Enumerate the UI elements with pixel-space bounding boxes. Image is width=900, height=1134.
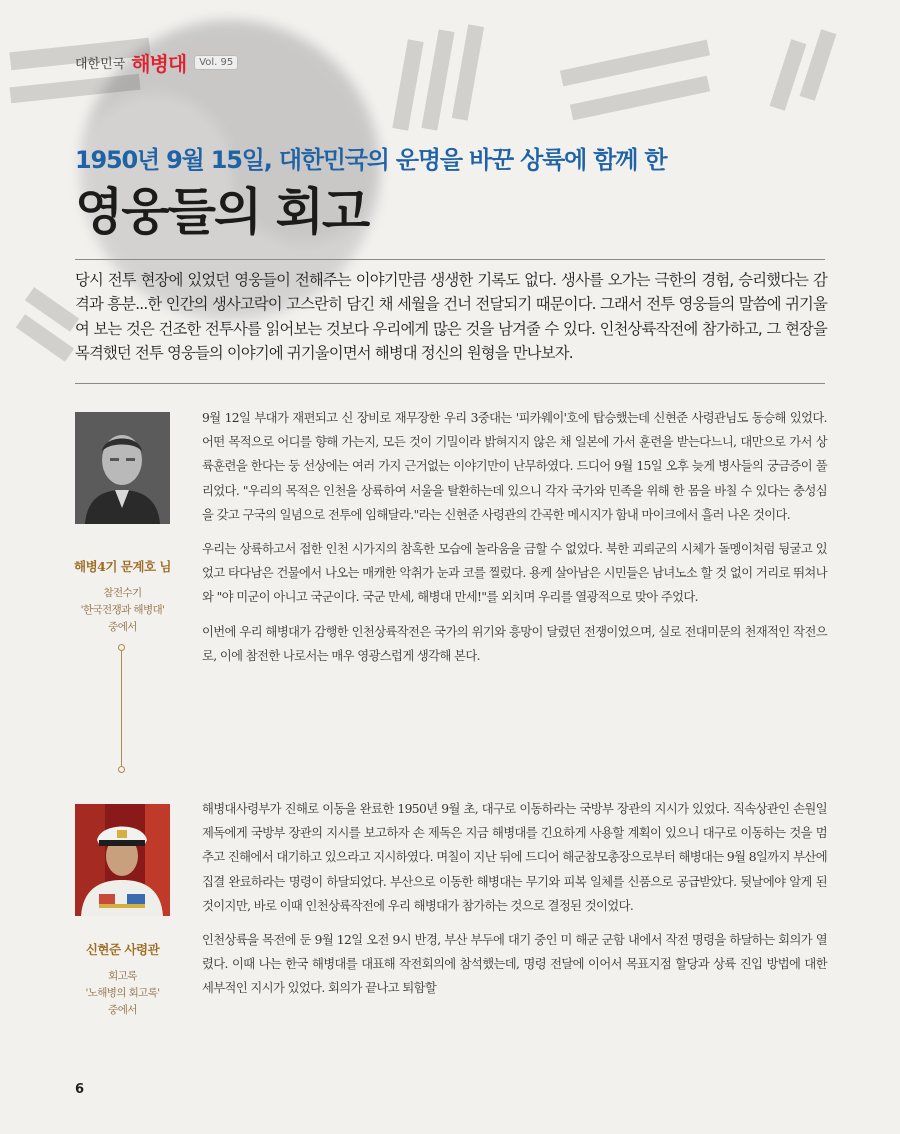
volume-badge: Vol. 95: [194, 55, 238, 70]
divider-top: [75, 259, 825, 260]
article-lead: 당시 전투 현장에 있었던 영웅들이 전해주는 이야기만큼 생생한 기록도 없다. 생사를 오가는 극한의 경험, 승리했다는 감격과 흥분...한 인간의 생사고락이 고스란히 담긴 채 세월을 건너 전달되기 때문이다. 그래서 전투 영웅들의 말씀에 귀기울여 보는 것은 건조한 전투사를 읽어보는 것보다 우리에게 많은 것을 남겨줄 수 있다. 인천상륙작전에 참가하고, 그 현장을 목격했던 전투 영웅들의 이야기에 귀기울이면서 해병대 정신의 원형을 만나보자.: [75, 271, 827, 363]
profile-body-2: [202, 797, 827, 1011]
paragraph: 이번에 우리 해병대가 감행한 인천상륙작전은 국가의 위기와 흥망이 달렸던 전쟁이었으며, 실로 전대미문의 천재적인 작전으로, 이에 참전한 나로서는 매우 영광스럽게 생각해 본다.: [202, 624, 827, 663]
timeline-dot-1: [118, 644, 125, 651]
page-number: 6: [75, 1082, 85, 1097]
timeline-line: [121, 651, 122, 766]
paragraph: 우리는 상륙하고서 접한 인천 시가지의 참혹한 모습에 놀라움을 금할 수 없었다. 북한 괴뢰군의 시체가 돌멩이처럼 뒹굴고 있었고 타다남은 건물에서 나오는 매캐한 악취가 눈과 코를 찔렀다. 용케 살아남은 시민들은 남녀노소 할 것 없이 거리로 뛰쳐나와 "야 미군이 아니고 국군이다. 국군 만세, 해병대 만세!"를 외치며 우리를 열광적으로 맞아 주었다.: [202, 542, 827, 605]
header-brand: 해병대: [131, 52, 187, 76]
magazine-header: [75, 48, 238, 77]
divider-lead: [75, 383, 825, 384]
caption-1: [50, 557, 195, 636]
article-title: 영웅들의 회고: [75, 183, 369, 241]
source-line-1c: 중에서: [108, 621, 137, 633]
paragraph: 9월 12일 부대가 재편되고 신 장비로 재무장한 우리 3중대는 '피카웨이'호에 탑승했는데 신현준 사령관님도 동승해 있었다. 어떤 목적으로 어디를 향해 가는지, 모든 것이 기밀이라 밝혀지지 않은 채 일본에 가서 훈련을 받는다느니, 대만으로 가서 상륙훈련을 한다는 둥 선상에는 여러 가지 근거없는 이야기만이 난무하였다. 드디어 9월 15일 오후 늦게 병사들의 궁금증이 풀리었다. "우리의 목적은 인천을 상륙하여 서울을 탈환하는데 있으니 각자 국가와 민족을 위해 한 몸을 바칠 수 있다는 충성심을 갖고 구국의 일념으로 전투에 임해달라."라는 신현준 사령관의 간곡한 메시지가 함내 마이크에서 흘러 나온 것이다.: [202, 411, 827, 522]
article-subtitle: 1950년 9월 15일, 대한민국의 운명을 바꾼 상륙에 함께 한: [75, 146, 667, 174]
caption-2: [50, 940, 195, 1019]
paragraph: 해병대사령부가 진해로 이동을 완료한 1950년 9월 초, 대구로 이동하라는 국방부 장관의 지시가 있었다. 직속상관인 손원일 제독에게 국방부 장관의 지시를 보고하자 손 제독은 지금 해병대를 긴요하게 사용할 계획이 있으니 대구로 이동하는 것을 멈추고 진해에서 대기하고 있으라고 지시하였다. 며칠이 지난 뒤에 드디어 해군참모총장으로부터 해병대는 9월 8일까지 부산에 집결 완료하라는 명령이 하달되었다. 부산으로 이동한 해병대는 무기와 피복 일체를 신품으로 공급받았다. 뒷날에야 알게 된 것이지만, 바로 이때 인천상륙작전에 우리 해병대가 참가하는 것으로 결정된 것이었다.: [202, 802, 827, 913]
source-line-2a: 회고록: [108, 970, 137, 982]
source-line-1b: '한국전쟁과 해병대': [80, 604, 165, 616]
profile-body-1: [202, 406, 827, 678]
profile-name-2: 신현준 사령관: [85, 942, 160, 957]
source-line-1a: 참전수기: [103, 587, 142, 599]
portrait-photo-2: [75, 804, 170, 916]
timeline-dot-2: [118, 766, 125, 773]
source-line-2c: 중에서: [108, 1004, 137, 1016]
header-country: 대한민국: [75, 57, 126, 72]
paragraph: 인천상륙을 목전에 둔 9월 12일 오전 9시 반경, 부산 부두에 대기 중인 미 해군 군함 내에서 작전 명령을 하달하는 회의가 열렸다. 이때 나는 한국 해병대를 대표해 작전회의에 참석했는데, 명령 전달에 이어서 목표지점 할당과 상륙 진입 방법에 대한 세부적인 지시가 있었다. 회의가 끝나고 퇴함할: [202, 933, 827, 996]
source-line-2b: '노해병의 회고록': [85, 987, 160, 999]
profile-name-1: 해병4기 문계호 님: [74, 559, 171, 574]
portrait-photo-1: [75, 412, 170, 524]
